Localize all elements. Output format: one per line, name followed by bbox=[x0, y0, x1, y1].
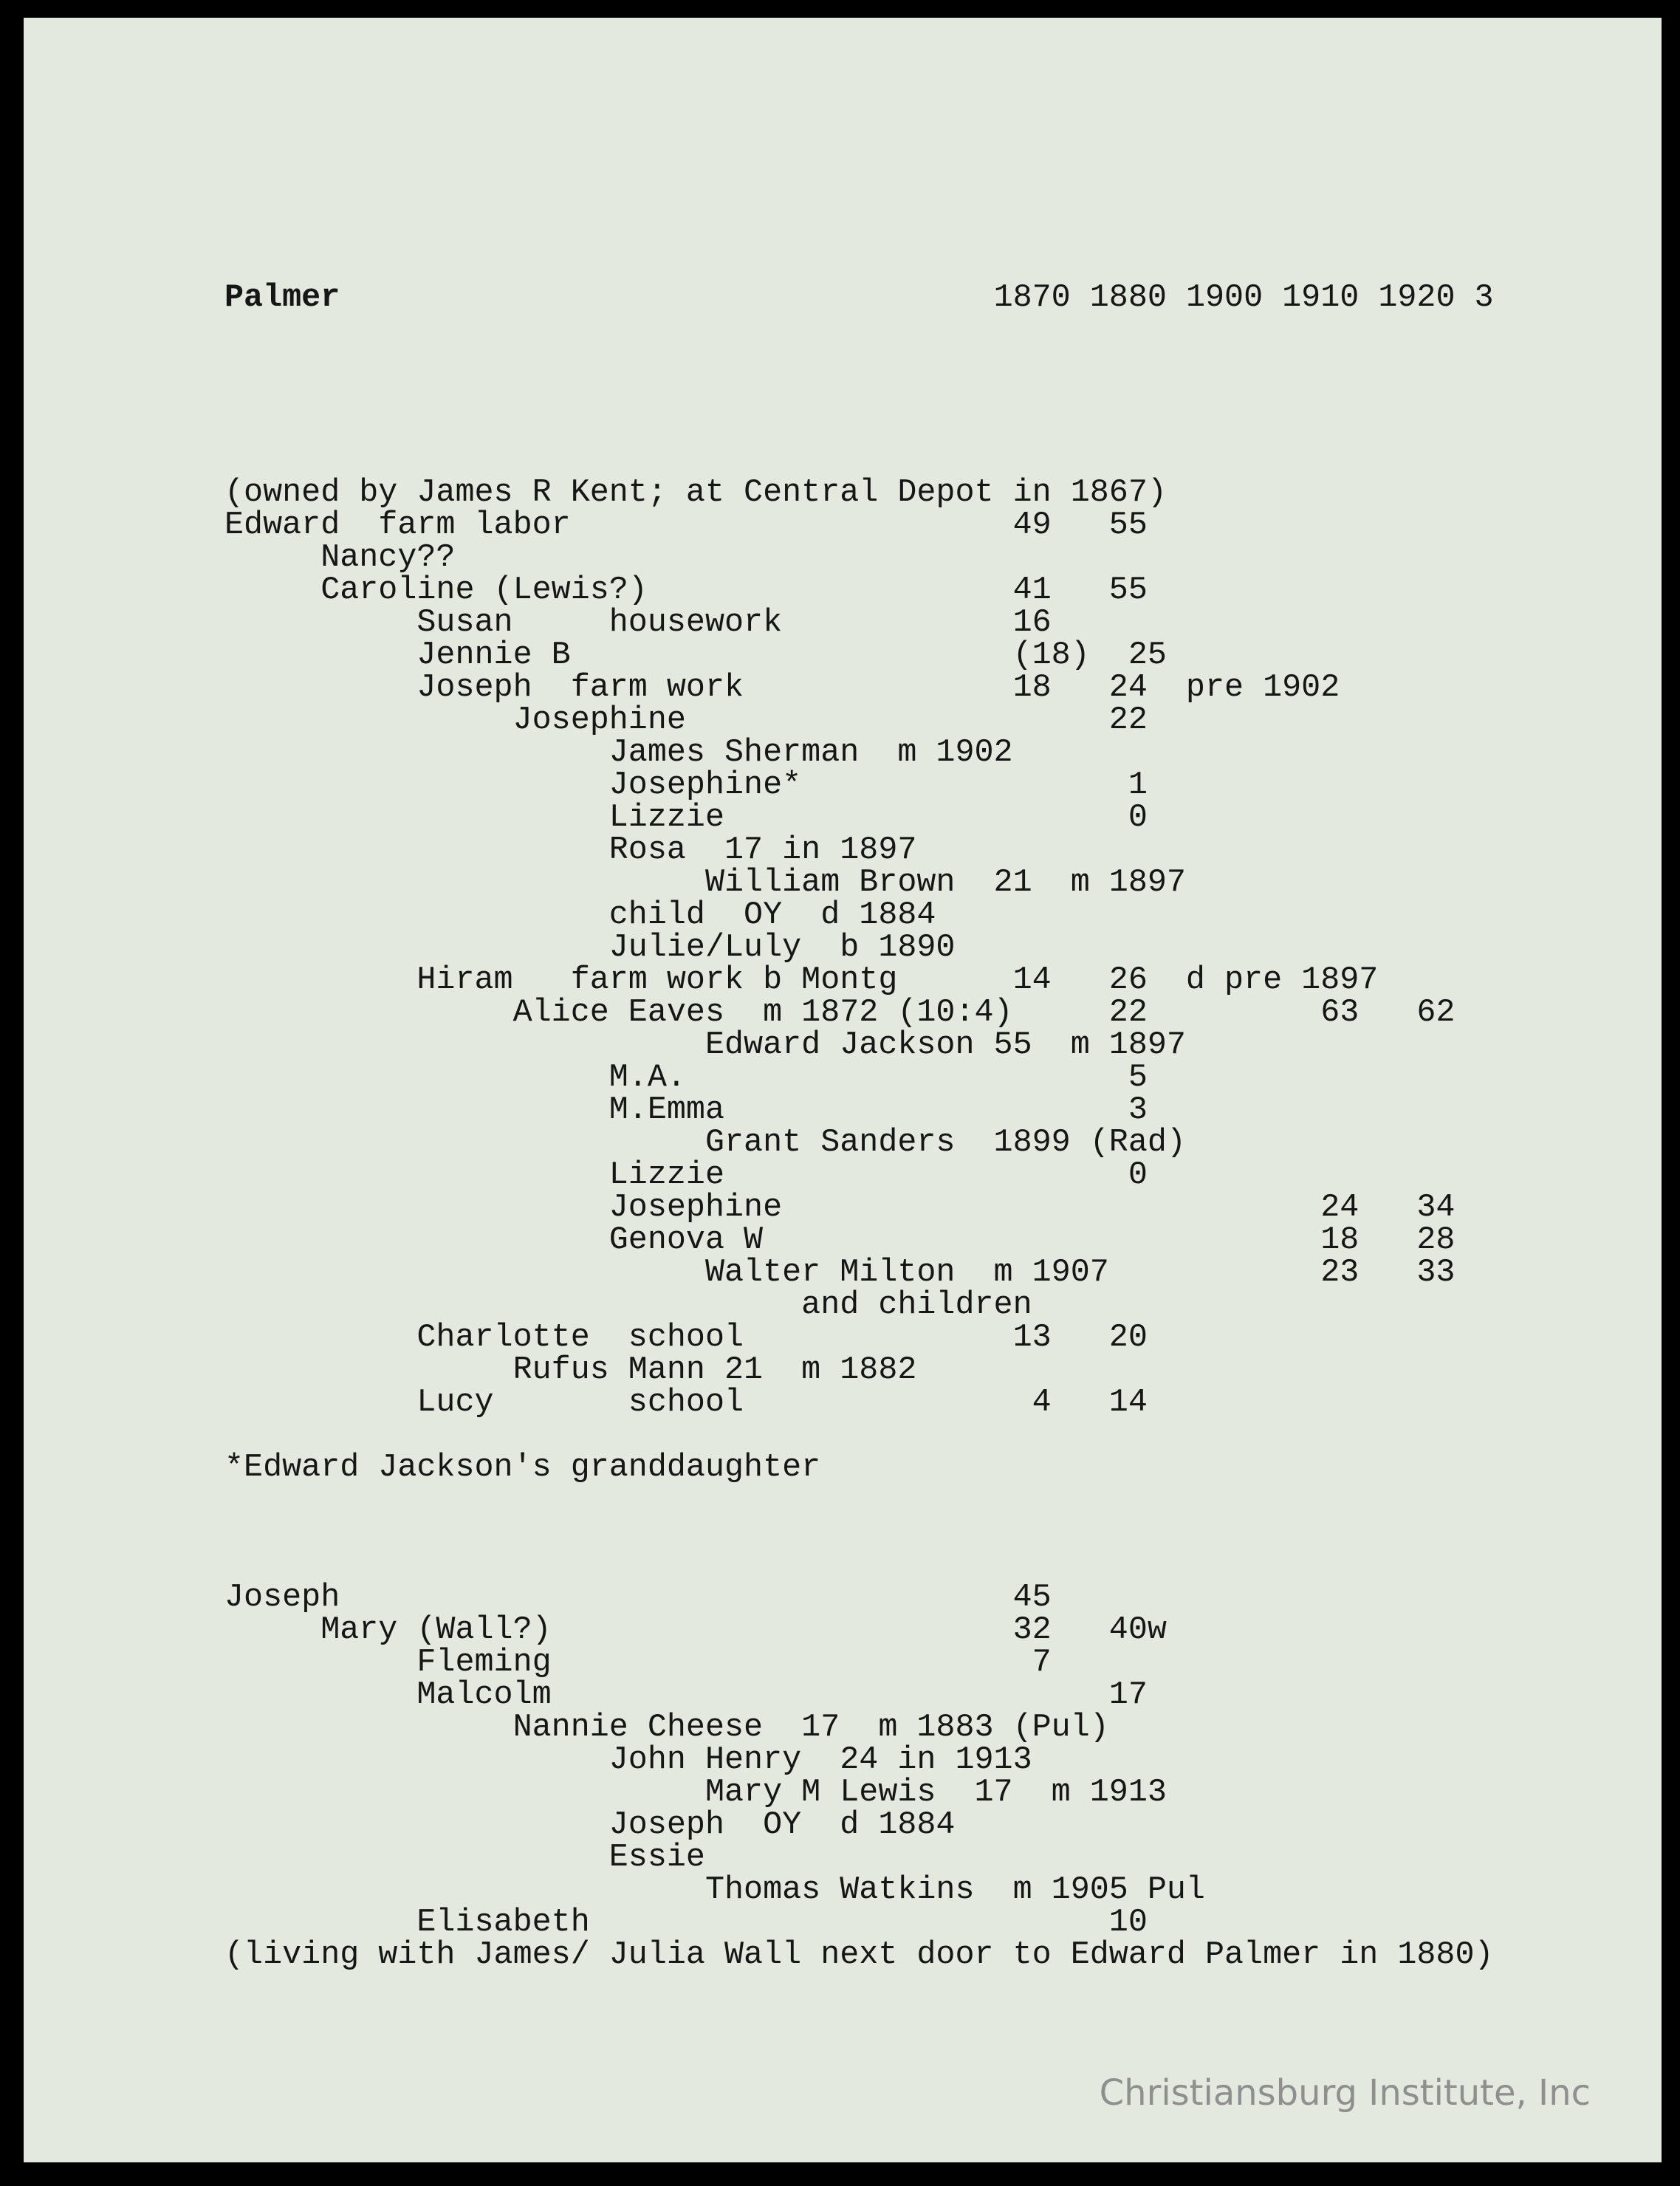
record-line: Mary M Lewis 17 m 1913 bbox=[224, 1775, 1167, 1811]
document-page bbox=[24, 18, 1662, 2162]
record-line: Joseph farm work 18 24 pre 1902 bbox=[224, 670, 1340, 706]
record-line: Charlotte school 13 20 bbox=[224, 1320, 1148, 1356]
record-lines bbox=[224, 477, 1494, 1972]
surname-heading: Palmer bbox=[224, 280, 340, 316]
record-line bbox=[224, 1517, 1494, 1549]
record-line: Julie/Luly b 1890 bbox=[224, 930, 956, 966]
record-line: Thomas Watkins m 1905 Pul bbox=[224, 1872, 1205, 1908]
record-line: Lizzie 0 bbox=[224, 800, 1148, 836]
record-line: Nannie Cheese 17 m 1883 (Pul) bbox=[224, 1710, 1109, 1746]
record-line: Malcolm 17 bbox=[224, 1677, 1148, 1713]
record-line: Hiram farm work b Montg 14 26 d pre 1897 bbox=[224, 962, 1379, 998]
record-line: Alice Eaves m 1872 (10:4) 22 63 62 bbox=[224, 995, 1456, 1031]
record-line: M.A. 5 bbox=[224, 1060, 1148, 1096]
record-line: William Brown 21 m 1897 bbox=[224, 865, 1186, 901]
watermark: Christiansburg Institute, Inc bbox=[1099, 2072, 1591, 2114]
record-line: Essie bbox=[224, 1840, 705, 1876]
record-line: Nancy?? bbox=[224, 540, 456, 576]
record-line: Joseph 45 bbox=[224, 1580, 1052, 1616]
record-line: Genova W 18 28 bbox=[224, 1222, 1456, 1258]
record-line: Joseph OY d 1884 bbox=[224, 1807, 956, 1843]
record-line: Grant Sanders 1899 (Rad) bbox=[224, 1125, 1186, 1161]
record-line: Walter Milton m 1907 23 33 bbox=[224, 1255, 1456, 1291]
record-line bbox=[224, 1549, 1494, 1582]
record-line: Elisabeth 10 bbox=[224, 1905, 1148, 1941]
record-line: and children bbox=[224, 1287, 1032, 1323]
record-line: Rufus Mann 21 m 1882 bbox=[224, 1352, 917, 1388]
record-line: Mary (Wall?) 32 40w bbox=[224, 1612, 1167, 1648]
record-line: John Henry 24 in 1913 bbox=[224, 1742, 1032, 1778]
record-line: Josephine* 1 bbox=[224, 767, 1148, 804]
record-line: Susan housework 16 bbox=[224, 605, 1052, 641]
record-line: Josephine 24 34 bbox=[224, 1190, 1456, 1226]
census-year-columns: 1870 1880 1900 1910 1920 3 bbox=[993, 280, 1494, 316]
record-line: Rosa 17 in 1897 bbox=[224, 832, 917, 868]
typed-record bbox=[224, 217, 1494, 2037]
record-line: Edward farm labor 49 55 bbox=[224, 507, 1148, 544]
record-line bbox=[224, 1484, 1494, 1517]
record-line: Lizzie 0 bbox=[224, 1157, 1148, 1193]
record-line: (owned by James R Kent; at Central Depot in 1867) bbox=[224, 475, 1167, 511]
record-line: M.Emma 3 bbox=[224, 1092, 1148, 1128]
record-line: Josephine 22 bbox=[224, 702, 1148, 739]
header-line bbox=[224, 282, 1494, 315]
record-line: Lucy school 4 14 bbox=[224, 1385, 1148, 1421]
record-line: child OY d 1884 bbox=[224, 897, 936, 933]
record-line bbox=[224, 1419, 1494, 1452]
record-line: James Sherman m 1902 bbox=[224, 735, 1013, 771]
spacer bbox=[224, 380, 1494, 412]
record-line: (living with James/ Julia Wall next door to Edward Palmer in 1880) bbox=[224, 1937, 1494, 1973]
record-line: Edward Jackson 55 m 1897 bbox=[224, 1027, 1186, 1063]
record-line: *Edward Jackson's granddaughter bbox=[224, 1450, 821, 1486]
record-line: Caroline (Lewis?) 41 55 bbox=[224, 572, 1148, 609]
record-line: Jennie B (18) 25 bbox=[224, 637, 1167, 674]
record-line: Fleming 7 bbox=[224, 1645, 1052, 1681]
